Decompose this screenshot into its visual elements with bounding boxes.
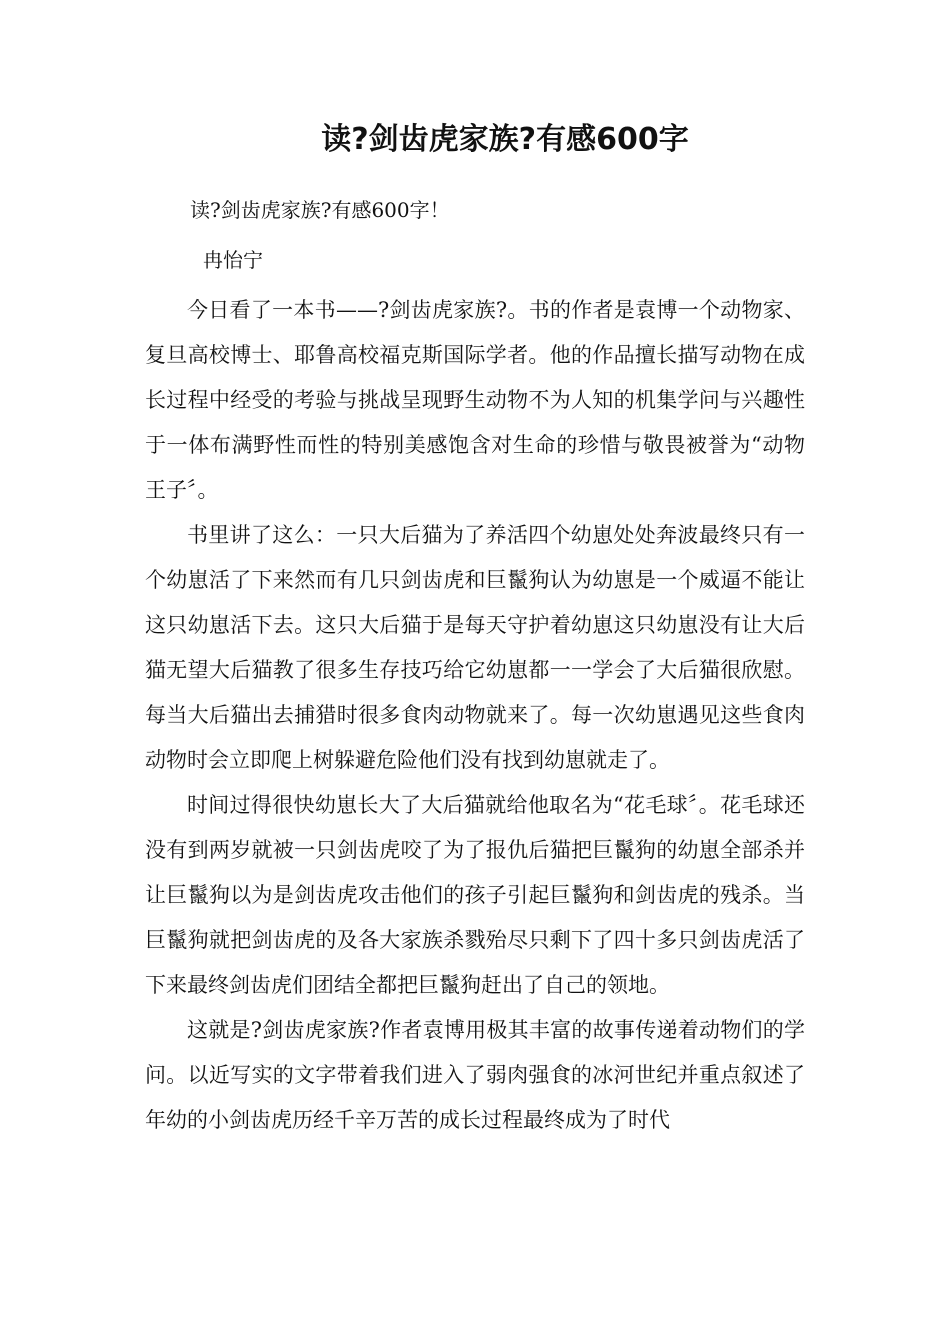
document-title: 读?剑齿虎家族?有感600字	[321, 122, 689, 157]
body-paragraph: 书里讲了这么：一只大后猫为了养活四个幼崽处处奔波最终只有一个幼崽活了下来然而有几只剑齿虎和巨鬣狗认为幼崽是一个威逼不能让这只幼崽活下去。这只大后猫于是每天守护着幼崽这只幼崽没有让大后猫无望大后猫教了很多生存技巧给它幼崽都一一学会了大后猫很欣慰。每当大后猫出去捕猎时很多食肉动物就来了。每一次幼崽遇见这些食肉动物时会立即爬上树躲避危险他们没有找到幼崽就走了。	[145, 523, 805, 772]
body-paragraph: 这就是?剑齿虎家族?作者袁博用极其丰富的故事传递着动物们的学问。以近写实的文字带着我们进入了弱肉强食的冰河世纪并重点叙述了年幼的小剑齿虎历经千辛万苦的成长过程最终成为了时代	[145, 1018, 805, 1132]
body-paragraph: 时间过得很快幼崽长大了大后猫就给他取名为“花毛球〞。花毛球还没有到两岁就被一只剑齿虎咬了为了报仇后猫把巨鬣狗的幼崽全部杀并让巨鬣狗以为是剑齿虎攻击他们的孩子引起巨鬣狗和剑齿虎的残杀。当巨鬣狗就把剑齿虎的及各大家族杀戮殆尽只剩下了四十多只剑齿虎活了下来最终剑齿虎们团结全都把巨鬣狗赶出了自己的领地。	[145, 793, 805, 997]
body-paragraph: 今日看了一本书——?剑齿虎家族?。书的作者是袁博一个动物家、复旦高校博士、耶鲁高校福克斯国际学者。他的作品擅长描写动物在成长过程中经受的考验与挑战呈现野生动物不为人知的机集学问与兴趣性于一体布满野性而性的特别美感饱含对生命的珍惜与敬畏被誉为“动物王子〞。	[145, 298, 805, 502]
document-subtitle: 读?剑齿虎家族?有感600字！	[190, 198, 450, 222]
author-name: 冉怡宁	[203, 248, 263, 272]
document-body	[145, 288, 805, 1143]
